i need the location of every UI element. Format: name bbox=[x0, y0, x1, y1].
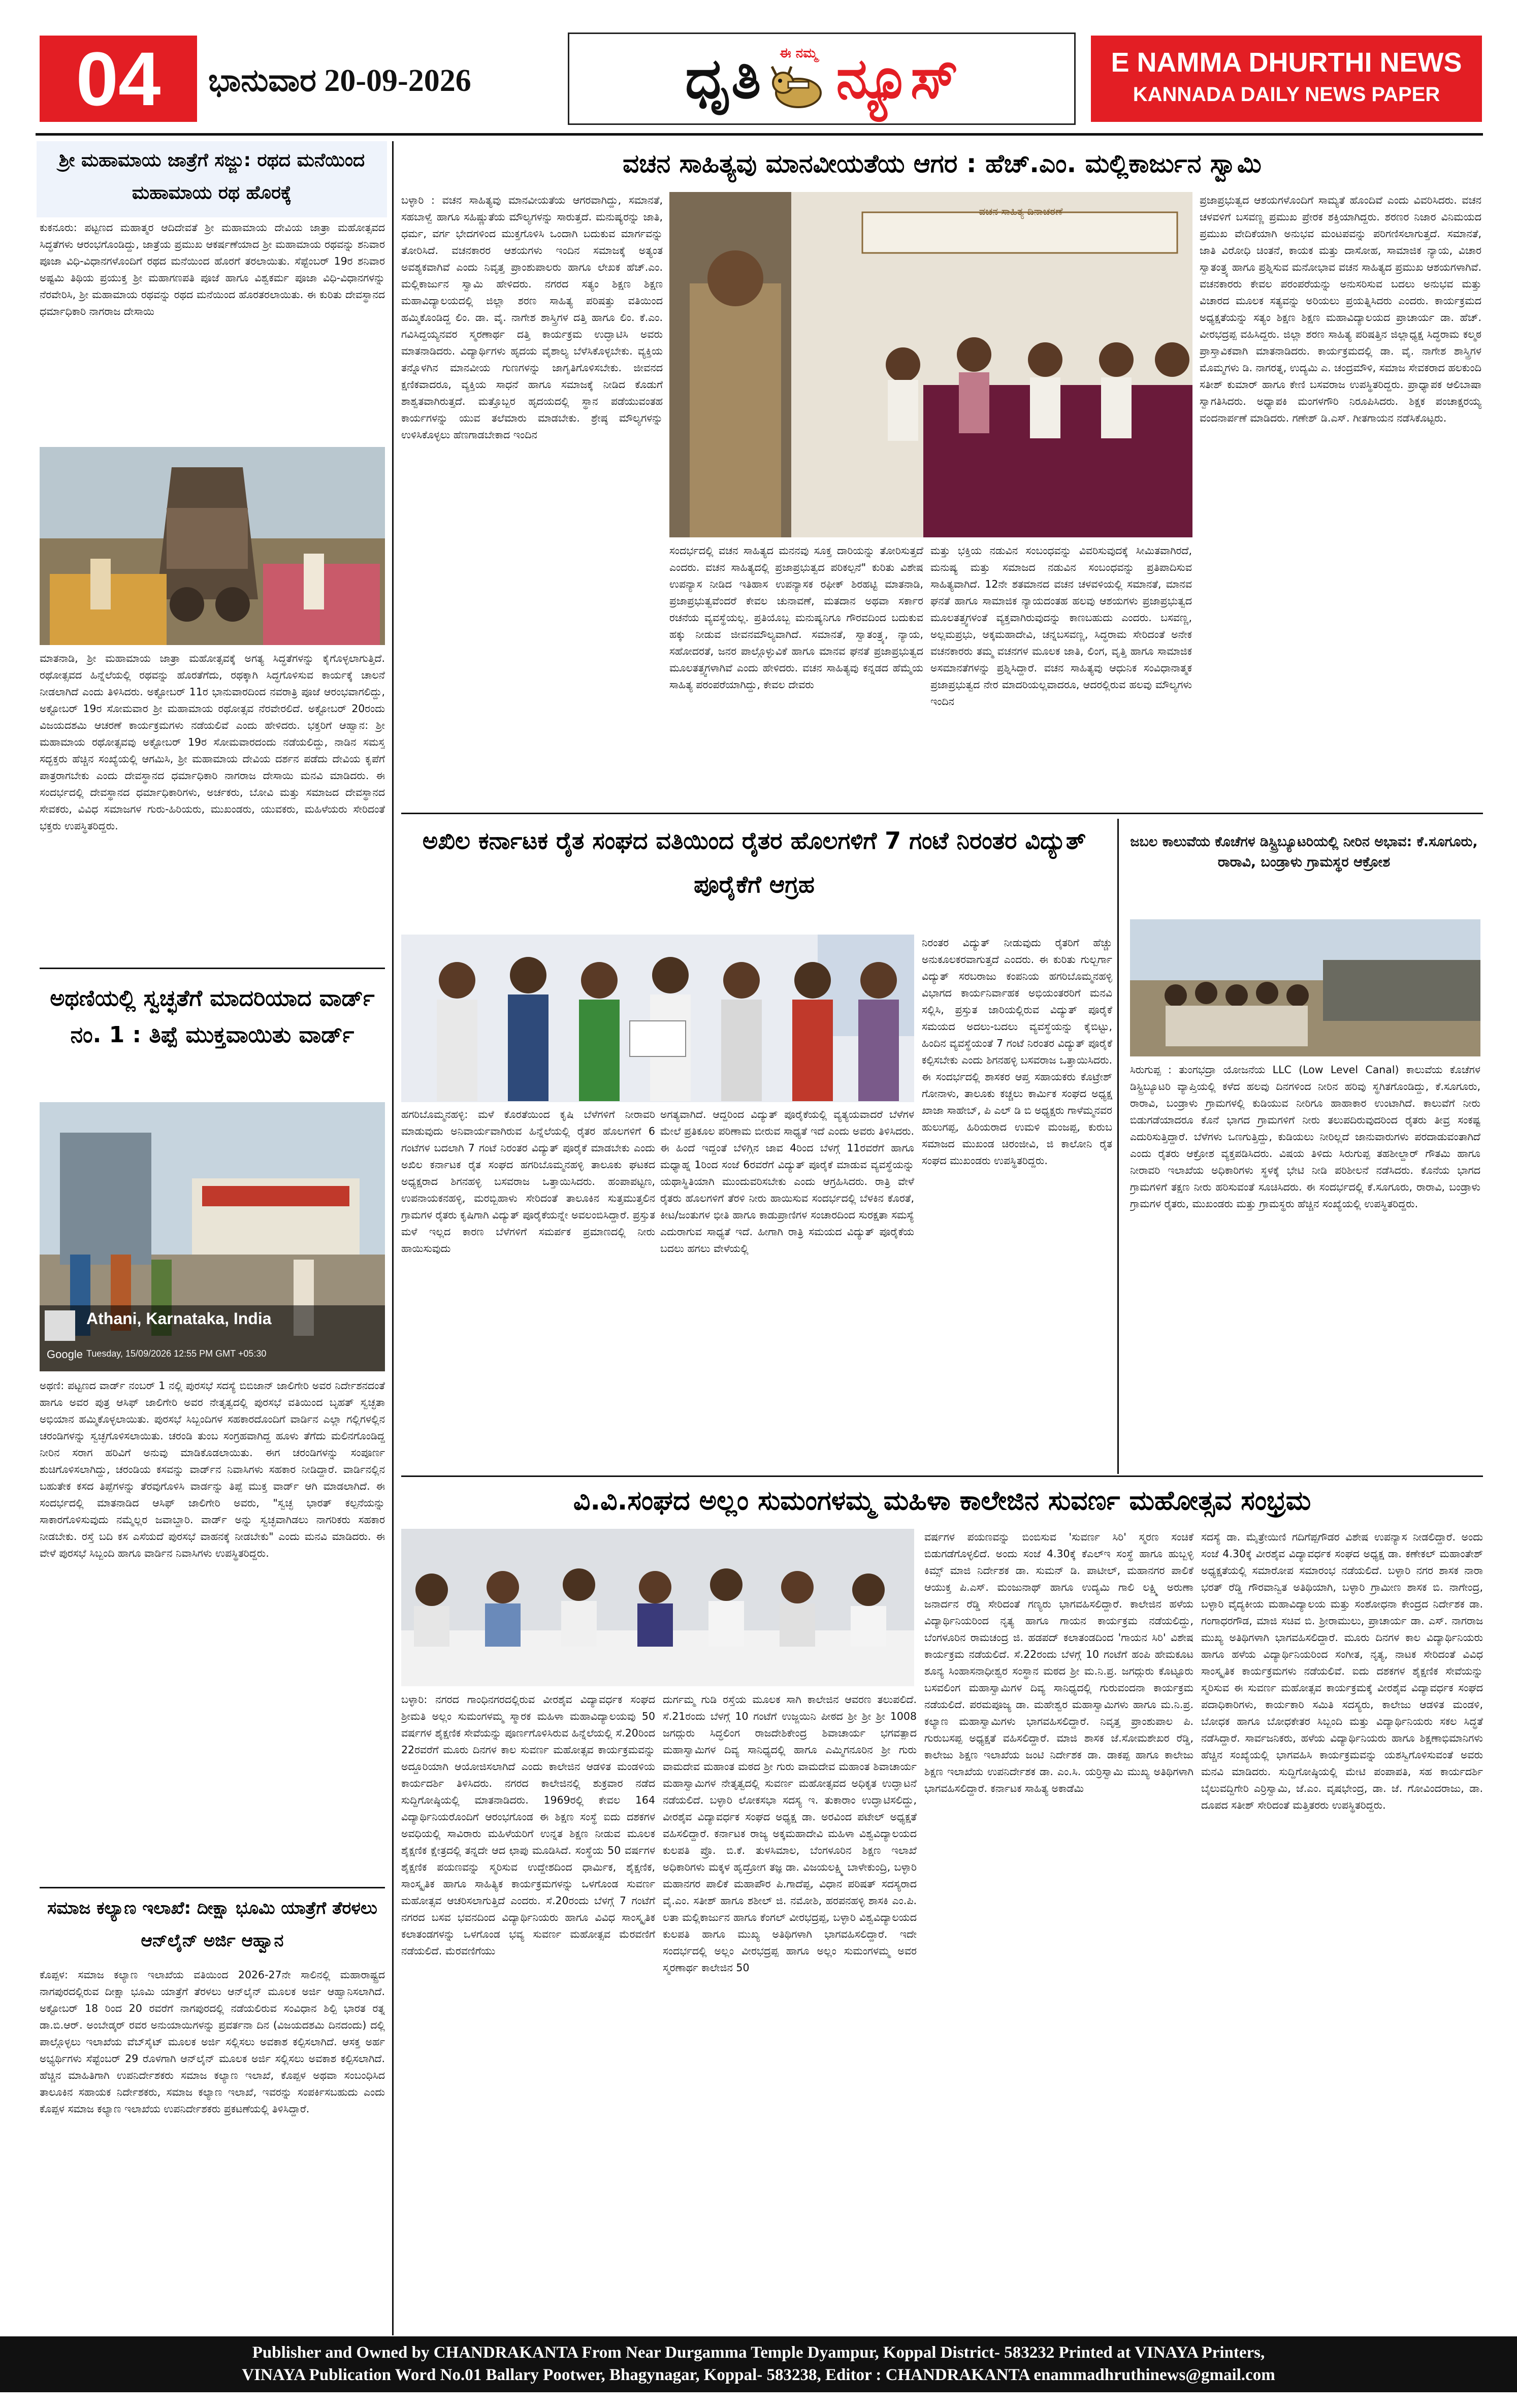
page-number: 04 bbox=[40, 36, 197, 122]
vachana-photo bbox=[669, 192, 1192, 537]
vachana-col2: ಸಂದರ್ಭದಲ್ಲಿ ವಚನ ಸಾಹಿತ್ಯದ ಮನನವು ಸೂಕ್ತ ದಾರಿಯನ್ನು ತೋರಿಸುತ್ತದೆ ಎಂದರು. ವಚನ ಸಾಹಿತ್ಯದಲ್ಲಿ ಪ್ರಜಾಪ್ರಭುತ್ವದ ಪರಿಕಲ್ಪನೆ" ಕುರಿತು ವಿಶೇಷ ಉಪನ್ಯಾಸ ನೀಡಿದ ಇತಿಹಾಸ ಉಪನ್ಯಾಸಕ ರಫೀಕ್ ಶಿರಹಟ್ಟಿ ಮಾತನಾಡಿ, ಪ್ರಜಾಪ್ರಭುತ್ವವೆಂದರೆ ಕೇವಲ ಚುನಾವಣೆ, ಮತದಾನ ಅಥವಾ ಸರ್ಕಾರ ರಚನೆಯ ವ್ಯವಸ್ಥೆಯಲ್ಲ. ಪ್ರತಿಯೊಬ್ಬ ಮನುಷ್ಯನಿಗೂ ಗೌರವದಿಂದ ಬದುಕುವ ಹಕ್ಕು ನೀಡುವ ಜೀವನಮೌಲ್ಯವಾಗಿದೆ. ಸಮಾನತೆ, ಸ್ವಾತಂತ್ರ್ಯ, ನ್ಯಾಯ, ಸಹೋದರತೆ, ಜನರ ಪಾಲ್ಗೊಳ್ಳುವಿಕೆ ಹಾಗೂ ಮಾನವ ಘನತೆ ಪ್ರಜಾಪ್ರಭುತ್ವದ ಮೂಲತತ್ತ್ವಗಳಾಗಿವೆ ಎಂದು ಹೇಳಿದರು. ವಚನ ಸಾಹಿತ್ಯವು ಕನ್ನಡದ ಹೆಮ್ಮೆಯ ಸಾಹಿತ್ಯ ಪರಂಪರೆಯಾಗಿದ್ದು, ಕೇವಲ ದೇವರು bbox=[669, 544, 923, 691]
raitha-col1: ಹಗರಿಬೊಮ್ಮನಹಳ್ಳಿ: ಮಳೆ ಕೊರತೆಯಿಂದ ಕೃಷಿ ಬೆಳೆಗಳಿಗೆ ನೀರಾವರಿ ಮಾಡುವುದು ಅನಿವಾರ್ಯವಾಗಿರುವ ಹಿನ್ನೆಲೆಯಲ್ಲಿ ರೈತರ ಹೊಲಗಳಿಗೆ 6 ಗಂಟೆಗಳ ಬದಲಾಗಿ 7 ಗಂಟೆ ನಿರಂತರ ವಿದ್ಯುತ್ ಪೂರೈಕೆ ಮಾಡಬೇಕು ಎಂದು ಅಖಿಲ ಕರ್ನಾಟಕ ರೈತ ಸಂಘದ ಹಗರಿಬೊಮ್ಮನಹಳ್ಳಿ ತಾಲೂಕು ಘಟಕದ ಅಧ್ಯಕ್ಷರಾದ ಶಿಗನಹಳ್ಳಿ ಬಸವರಾಜ ಒತ್ತಾಯಿಸಿದರು. ಹಂಪಾಪಟ್ಟಣ, ಉಪನಾಯಕನಹಳ್ಳಿ, ಮರಬ್ಬಿಹಾಳು ಸೇರಿದಂತೆ ತಾಲೂಕಿನ ಸುತ್ತಮುತ್ತಲಿನ ಗ್ರಾಮಗಳ ರೈತರು ಕೃಷಿಗಾಗಿ ವಿದ್ಯುತ್ ಪೂರೈಕೆಯನ್ನೇ ಅವಲಂಬಿಸಿದ್ದಾರೆ. ಪ್ರಸ್ತುತ ಮಳೆ ಇಲ್ಲದ ಕಾರಣ ಬೆಳೆಗಳಿಗೆ ಸಮರ್ಪಕ ಪ್ರಮಾಣದಲ್ಲಿ ನೀರು ಹಾಯಿಸುವುದು bbox=[401, 1108, 655, 1255]
rathotsava-photo bbox=[40, 447, 385, 645]
geotag-date: Tuesday, 15/09/2026 12:55 PM GMT +05:30 bbox=[86, 1349, 267, 1359]
logo-mascot bbox=[768, 46, 829, 112]
raitha-photo bbox=[401, 935, 914, 1102]
college-col3: ವರ್ಷಗಳ ಪಯಣವನ್ನು ಬಿಂಬಿಸುವ 'ಸುವರ್ಣ ಸಿರಿ' ಸ್ಮರಣ ಸಂಚಿಕೆ ಬಿಡುಗಡೆಗೊಳ್ಳಲಿದೆ. ಅಂದು ಸಂಜೆ 4.30ಕ್ಕೆ ಕೆಎಲ್‌ಇ ಸಂಸ್ಥೆ ಹಾಗೂ ಹುಬ್ಬಳ್ಳಿ ಕಿಮ್ಸ್ ಮಾಜಿ ನಿರ್ದೇಶಕ ಡಾ. ಸುಮನ್‌ ಡಿ. ಪಾಟೀಲ್, ಮಹಾನಗರ ಪಾಲಿಕೆ ಆಯುಕ್ತ ಪಿ.ಎಸ್. ಮಂಜುನಾಥ್ ಹಾಗೂ ಉದ್ಯಮಿ ಗಾಲಿ ಲಕ್ಷ್ಮಿ ಅರುಣಾ ಜನಾರ್ದನ ರೆಡ್ಡಿ ಸೇರಿದಂತೆ ಗಣ್ಯರು ಭಾಗವಹಿಸಲಿದ್ದಾರೆ. ಕಾಲೇಜಿನ ಹಳೆಯ ವಿದ್ಯಾರ್ಥಿನಿಯರಿಂದ ನೃತ್ಯ ಹಾಗೂ ಗಾಯನ ಕಾರ್ಯಕ್ರಮ ನಡೆಯಲಿದ್ದು, ಬೆಂಗಳೂರಿನ ರಾಮಚಂದ್ರ ಜಿ. ಹಡಪದ್ ಕಲಾತಂಡದಿಂದ 'ಗಾಯನ ಸಿರಿ' ವಿಶೇಷ ಕಾರ್ಯಕ್ರಮ ನಡೆಯಲಿದೆ. ಸೆ.22ರಂದು ಬೆಳಗ್ಗೆ 10 ಗಂಟೆಗೆ ಹಂಪಿ ಹೇಮಕೂಟ ಶೂನ್ಯ ಸಿಂಹಾಸನಾಧೀಶ್ವರ ಸಂಸ್ಥಾನ ಮಠದ ಶ್ರೀ ಮ.ನಿ.ಪ್ರ. ಜಗದ್ಗುರು ಕೊಟ್ಟೂರು ಬಸವಲಿಂಗ ಮಹಾಸ್ವಾಮಿಗಳ ದಿವ್ಯ ಸಾನಿಧ್ಯದಲ್ಲಿ ಗುರುವಂದನಾ ಕಾರ್ಯಕ್ರಮ ನಡೆಯಲಿದೆ. ಪರಮಪೂಜ್ಯ ಡಾ. ಮಹೇಶ್ವರ ಮಹಾಸ್ವಾಮಿಗಳು ಹಾಗೂ ಮ.ನಿ.ಪ್ರ. ಕಲ್ಯಾಣ ಮಹಾಸ್ವಾಮಿಗಳು ಭಾಗವಹಿಸಲಿದ್ದಾರೆ. ನಿವೃತ್ತ ಪ್ರಾಂಶುಪಾಲ ಪಿ. ಗುರುಬಸಪ್ಪ ಅಧ್ಯಕ್ಷತೆ ವಹಿಸಲಿದ್ದಾರೆ. ಮಾಜಿ ಶಾಸಕ ಜೆ.ಸೋಮಶೇಖರ ರೆಡ್ಡಿ, ಕಾಲೇಜು ಶಿಕ್ಷಣ ಇಲಾಖೆಯ ಜಂಟಿ ನಿರ್ದೇಶಕ ಡಾ. ಡಾಕಪ್ಪ ಹಾಗೂ ಕಾಲೇಜು ಶಿಕ್ಷಣ ಇಲಾಖೆಯ ಉಪನಿರ್ದೇಶಕ ಡಾ. ಎಂ.ಸಿ. ಯರ್ರಿಸ್ವಾಮಿ ಮುಖ್ಯ ಅತಿಥಿಗಳಾಗಿ ಭಾಗವಹಿಸಲಿದ್ದಾರೆ. ಕರ್ನಾಟಕ ಸಾಹಿತ್ಯ ಅಕಾಡೆಮಿ bbox=[924, 1531, 1193, 1794]
issue-date: ಭಾನುವಾರ 20-09-2026 bbox=[208, 63, 471, 98]
left-divider-2 bbox=[40, 1887, 385, 1888]
deeksha-headline: ಸಮಾಜ ಕಲ್ಯಾಣ ಇಲಾಖೆ: ದೀಕ್ಷಾ ಭೂಮಿ ಯಾತ್ರೆಗೆ ತೆರಳಲು ಆನ್‌ಲೈನ್ ಅರ್ಜಿ ಆಹ್ವಾನ bbox=[47, 1898, 377, 1951]
raitha-col3: ನಿರಂತರ ವಿದ್ಯುತ್ ನೀಡುವುದು ರೈತರಿಗೆ ಹೆಚ್ಚು ಅನುಕೂಲಕರವಾಗುತ್ತದೆ ಎಂದರು. ಈ ಕುರಿತು ಗುಲ್ಬರ್ಗಾ ವಿದ್ಯುತ್ ಸರಬರಾಜು ಕಂಪನಿಯ ಹಗರಿಬೊಮ್ಮನಹಳ್ಳಿ ವಿಭಾಗದ ಕಾರ್ಯನಿರ್ವಾಹಕ ಅಭಿಯಂತರರಿಗೆ ಮನವಿ ಸಲ್ಲಿಸಿ, ಪ್ರಸ್ತುತ ಜಾರಿಯಲ್ಲಿರುವ ವಿದ್ಯುತ್ ಪೂರೈಕೆ ಸಮಯದ ಅದಲು-ಬದಲು ವ್ಯವಸ್ಥೆಯನ್ನು ಕೈಬಿಟ್ಟು, ಹಿಂದಿನ ವ್ಯವಸ್ಥೆಯಂತೆ 7 ಗಂಟೆ ನಿರಂತರ ವಿದ್ಯುತ್ ಪೂರೈಕೆ ಕಲ್ಪಿಸಬೇಕು ಎಂದು ಶಿಗನಹಳ್ಳಿ ಬಸವರಾಜ ಒತ್ತಾಯಿಸಿದರು. ಈ ಸಂದರ್ಭದಲ್ಲಿ ಶಾಸಕರ ಆಪ್ತ ಸಹಾಯಕರು ಕೊಟ್ರೇಶ್ ಗೋನಾಳು, ತಾಲೂಕು ಕಚ್ಚಲು ಕಾರ್ಮಿಕ ಸಂಘದ ಅಧ್ಯಕ್ಷ ಖಾಜಾ ಸಾಹೇಬ್, ಪಿ ಎಲ್ ಡಿ ಬಿ ಅಧ್ಯಕ್ಷರು ಗಾಳೆಮ್ಮನವರ ಹುಲುಗಪ್ಪ, ಹಿರಿಯರಾದ ಉಮಳಿ ಮಂಜಪ್ಪ, ಕುರುಬ ಸಮಾಜದ ಮುಖಂಡ ಚಿರಂಜೀವಿ, ಜಿ ಕಾಲೋನಿ ರೈತ ಸಂಘದ ಮುಖಂಡರು ಉಪಸ್ಥಿತರಿದ್ದರು. bbox=[922, 937, 1112, 1167]
footer-line-1: Publisher and Owned by CHANDRAKANTA From Near Durgamma Temple Dyampur, Koppal District- 583232 Printed at VINAYA Printers, bbox=[252, 2343, 1265, 2362]
canal-body: ಸಿರುಗುಪ್ಪ : ತುಂಗಭದ್ರಾ ಯೋಜನೆಯ LLC (Low Level Canal) ಕಾಲುವೆಯ ಕೊಚೆಗಳ ಡಿಸ್ಟ್ರಿಬ್ಯೂಟರಿ ವ್ಯಾಪ್ತಿಯಲ್ಲಿ ಕಳೆದ ಹಲವು ದಿನಗಳಿಂದ ನೀರಿನ ಹರಿವು ಸ್ಥಗಿತಗೊಂಡಿದ್ದು, ಕೆ.ಸೂಗೂರು, ರಾರಾವಿ, ಬಂಡ್ರಾಳು ಗ್ರಾಮಗಳಲ್ಲಿ ಕುಡಿಯುವ ನೀರಿಗೂ ಹಾಹಾಕಾರ ಉಂಟಾಗಿದೆ. ಕಾಲುವೆಗೆ ನೀರು ಬಿಡುಗಡೆಯಾದರೂ ಕೊನೆ ಭಾಗದ ಗ್ರಾಮಗಳಿಗೆ ನೀರು ತಲುಪದಿರುವುದರಿಂದ ರೈತರು ತೀವ್ರ ಸಂಕಷ್ಟ ಎದುರಿಸುತ್ತಿದ್ದಾರೆ. ಬೆಳೆಗಳು ಒಣಗುತ್ತಿದ್ದು, ಕುಡಿಯಲು ನೀರಿಲ್ಲದೆ ಜಾನುವಾರುಗಳು ಪರದಾಡುವಂತಾಗಿದೆ ಎಂದು ರೈತರು ಆಕ್ರೋಶ ವ್ಯಕ್ತಪಡಿಸಿದರು. ವಿಷಯ ತಿಳಿದು ಸಿರುಗುಪ್ಪ ತಹಶೀಲ್ದಾರ್ ಗೌತಮಿ ಹಾಗೂ ನೀರಾವರಿ ಇಲಾಖೆಯ ಅಧಿಕಾರಿಗಳು ಸ್ಥಳಕ್ಕೆ ಭೇಟಿ ನೀಡಿ ಪರಿಶೀಲನೆ ನಡೆಸಿದರು. ಕೊನೆಯ ಭಾಗದ ಗ್ರಾಮಗಳಿಗೆ ತಕ್ಷಣ ನೀರು ಹರಿಸುವಂತೆ ಸೂಚಿಸಿದರು. ಈ ಸಂದರ್ಭದಲ್ಲಿ ಕೆ.ಸೂಗೂರು, ರಾರಾವಿ, ಬಂಡ್ರಾಳು ಗ್ರಾಮಗಳ ರೈತರು, ಮುಖಂಡರು ಮತ್ತು ಗ್ರಾಮಸ್ಥರು ಹೆಚ್ಚಿನ ಸಂಖ್ಯೆಯಲ್ಲಿ ಉಪಸ್ಥಿತರಿದ್ದರು. bbox=[1130, 1064, 1480, 1210]
rathotsava-headline: ಶ್ರೀ ಮಹಾಮಾಯ ಜಾತ್ರೆಗೆ ಸಜ್ಜು: ರಥದ ಮನೆಯಿಂದ ಮಹಾಮಾಯ ರಥ ಹೊರಕ್ಕೆ bbox=[37, 141, 387, 217]
masthead-right-block bbox=[1091, 36, 1482, 122]
athani-headline: ಅಥಣಿಯಲ್ಲಿ ಸ್ವಚ್ಛತೆಗೆ ಮಾದರಿಯಾದ ವಾರ್ಡ್ ನಂ. 1 : ತಿಪ್ಪೆ ಮುಕ್ತವಾಯಿತು ವಾರ್ಡ್ bbox=[50, 985, 375, 1048]
college-col1: ಬಳ್ಳಾರಿ: ನಗರದ ಗಾಂಧಿನಗರದಲ್ಲಿರುವ ವೀರಶೈವ ವಿದ್ಯಾವರ್ಧಕ ಸಂಘದ ಶ್ರೀಮತಿ ಅಲ್ಲಂ ಸುಮಂಗಳಮ್ಮ ಸ್ಮಾರಕ ಮಹಿಳಾ ಮಹಾವಿದ್ಯಾಲಯವು 50 ವರ್ಷಗಳ ಶೈಕ್ಷಣಿಕ ಸೇವೆಯನ್ನು ಪೂರ್ಣಗೊಳಿಸಿರುವ ಹಿನ್ನೆಲೆಯಲ್ಲಿ ಸೆ.20ರಿಂದ 22ರವರೆಗೆ ಮೂರು ದಿನಗಳ ಕಾಲ ಸುವರ್ಣ ಮಹೋತ್ಸವ ಕಾರ್ಯಕ್ರಮವನ್ನು ಅದ್ದೂರಿಯಾಗಿ ಆಯೋಜಿಸಲಾಗಿದೆ ಎಂದು ಕಾಲೇಜಿನ ಆಡಳಿತ ಮಂಡಳಿಯ ಕಾರ್ಯದರ್ಶಿ ತಿಳಿಸಿದರು. ನಗರದ ಕಾಲೇಜಿನಲ್ಲಿ ಶುಕ್ರವಾರ ನಡೆದ ಸುದ್ದಿಗೋಷ್ಠಿಯಲ್ಲಿ ಮಾತನಾಡಿದರು. 1969ರಲ್ಲಿ ಕೇವಲ 164 ವಿದ್ಯಾರ್ಥಿನಿಯರೊಂದಿಗೆ ಆರಂಭಗೊಂಡ ಈ ಶಿಕ್ಷಣ ಸಂಸ್ಥೆ ಐದು ದಶಕಗಳ ಅವಧಿಯಲ್ಲಿ ಸಾವಿರಾರು ಮಹಿಳೆಯರಿಗೆ ಉನ್ನತ ಶಿಕ್ಷಣ ನೀಡುವ ಮೂಲಕ ಶೈಕ್ಷಣಿಕ ಕ್ಷೇತ್ರದಲ್ಲಿ ತನ್ನದೇ ಆದ ಛಾಪು ಮೂಡಿಸಿದೆ. ಸಂಸ್ಥೆಯ 50 ವರ್ಷಗಳ ಶೈಕ್ಷಣಿಕ ಪಯಣವನ್ನು ಸ್ಮರಿಸುವ ಉದ್ದೇಶದಿಂದ ಧಾರ್ಮಿಕ, ಶೈಕ್ಷಣಿಕ, ಸಾಂಸ್ಕೃತಿಕ ಹಾಗೂ ಸಾಹಿತ್ಯಿಕ ಕಾರ್ಯಕ್ರಮಗಳನ್ನು ಒಳಗೊಂಡ ಸುವರ್ಣ ಮಹೋತ್ಸವ ಆಚರಿಸಲಾಗುತ್ತಿದೆ ಎಂದರು. ಸೆ.20ರಂದು ಬೆಳಗ್ಗೆ 7 ಗಂಟೆಗೆ ನಗರದ ಬಸವ ಭವನದಿಂದ ವಿದ್ಯಾರ್ಥಿನಿಯರು ಹಾಗೂ ವಿವಿಧ ಸಾಂಸ್ಕೃತಿಕ ಕಲಾತಂಡಗಳನ್ನು ಒಳಗೊಂಡ ಭವ್ಯ ಸುವರ್ಣ ಮಹೋತ್ಸವ ಮೆರವಣಿಗೆ ನಡೆಯಲಿದೆ. ಮೆರವಣಿಗೆಯು bbox=[401, 1693, 655, 1957]
middle-divider-2 bbox=[401, 1475, 1483, 1477]
college-photo bbox=[401, 1529, 914, 1686]
college-headline: ವಿ.ವಿ.ಸಂಘದ ಅಲ್ಲಂ ಸುಮಂಗಳಮ್ಮ ಮಹಿಳಾ ಕಾಲೇಜಿನ ಸುವರ್ಣ ಮಹೋತ್ಸವ ಸಂಭ್ರಮ bbox=[573, 1486, 1311, 1516]
canal-headline: ಜಬಲ ಕಾಲುವೆಯ ಕೊಚೆಗಳ ಡಿಸ್ಟ್ರಿಬ್ಯೂಟರಿಯಲ್ಲಿ ನೀರಿನ ಅಭಾವ: ಕೆ.ಸೂಗೂರು, ರಾರಾವಿ, ಬಂಡ್ರಾಳು ಗ್ರಾಮಸ್ಥರ ಆಕ್ರೋಶ bbox=[1130, 834, 1478, 870]
college-col2: ದುರ್ಗಮ್ಮ ಗುಡಿ ರಸ್ತೆಯ ಮೂಲಕ ಸಾಗಿ ಕಾಲೇಜಿನ ಆವರಣ ತಲುಪಲಿದೆ. ಸೆ.21ರಂದು ಬೆಳಗ್ಗೆ 10 ಗಂಟೆಗೆ ಉಜ್ಜಯಿನಿ ಪೀಠದ ಶ್ರೀ ಶ್ರೀ ಶ್ರೀ 1008 ಜಗದ್ಗುರು ಸಿದ್ಧಲಿಂಗ ರಾಜದೇಶಿಕೇಂದ್ರ ಶಿವಾಚಾರ್ಯ ಭಗವತ್ಪಾದ ಮಹಾಸ್ವಾಮಿಗಳ ದಿವ್ಯ ಸಾನಿಧ್ಯದಲ್ಲಿ ಹಾಗೂ ಎಮ್ಮಿಗನೂರಿನ ಶ್ರೀ ಗುರು ವಾಮದೇವ ಮಹಾಂತ ಮಠದ ಶ್ರೀ ಗುರು ವಾಮದೇವ ಮಹಾಂತ ಶಿವಾಚಾರ್ಯ ಮಹಾಸ್ವಾಮಿಗಳ ನೇತೃತ್ವದಲ್ಲಿ ಸುವರ್ಣ ಮಹೋತ್ಸವದ ಅಧಿಕೃತ ಉದ್ಘಾಟನೆ ನಡೆಯಲಿದೆ. ಬಳ್ಳಾರಿ ಲೋಕಸಭಾ ಸದಸ್ಯ ಇ. ತುಕಾರಾಂ ಉದ್ಘಾಟಿಸಲಿದ್ದು, ವೀರಶೈವ ವಿದ್ಯಾವರ್ಧಕ ಸಂಘದ ಅಧ್ಯಕ್ಷ ಡಾ. ಅರವಿಂದ ಪಟೇಲ್ ಅಧ್ಯಕ್ಷತೆ ವಹಿಸಲಿದ್ದಾರೆ. ಕರ್ನಾಟಕ ರಾಜ್ಯ ಅಕ್ಕಮಹಾದೇವಿ ಮಹಿಳಾ ವಿಶ್ವವಿದ್ಯಾಲಯದ ಕುಲಪತಿ ಪ್ರೊ. ಬಿ.ಕೆ. ತುಳಸಿಮಾಲ, ಬೆಂಗಳೂರಿನ ಶಿಕ್ಷಣ ಇಲಾಖೆ ಅಧಿಕಾರಿಗಳು ಮಕ್ಕಳ ಹೃದ್ರೋಗ ತಜ್ಞ ಡಾ. ವಿಜಯಲಕ್ಷ್ಮಿ ಬಾಳೇಕುಂದ್ರಿ, ಬಳ್ಳಾರಿ ಮಹಾನಗರ ಪಾಲಿಕೆ ಮಹಾಪೌರ ಪಿ.ಗಾದೆಪ್ಪ, ವಿಧಾನ ಪರಿಷತ್ ಸದಸ್ಯರಾದ ವೈ.ಎಂ. ಸತೀಶ್ ಹಾಗೂ ಶಶೀಲ್ ಜಿ. ನಮೋಶಿ, ಹರಪನಹಳ್ಳಿ ಶಾಸಕಿ ಎಂ.ಪಿ. ಲತಾ ಮಲ್ಲಿಕಾರ್ಜುನ ಹಾಗೂ ಕೆಂಗಲ್ ವೀರಭದ್ರಪ್ಪ, ಬಳ್ಳಾರಿ ವಿಶ್ವವಿದ್ಯಾಲಯದ ಕುಲಪತಿ ಹಾಗೂ ಮುಖ್ಯ ಅತಿಥಿಗಳಾಗಿ ಭಾಗವಹಿಸಲಿದ್ದಾರೆ. ಇದೇ ಸಂದರ್ಭದಲ್ಲಿ ಅಲ್ಲಂ ವೀರಭದ್ರಪ್ಪ ಹಾಗೂ ಅಲ್ಲಂ ಸುಮಂಗಳಮ್ಮ ಅವರ ಸ್ಮರಣಾರ್ಥ ಕಾಲೇಜಿನ 50 bbox=[663, 1693, 917, 1974]
deeksha-body: ಕೊಪ್ಪಳ: ಸಮಾಜ ಕಲ್ಯಾಣ ಇಲಾಖೆಯ ವತಿಯಿಂದ 2026-27ನೇ ಸಾಲಿನಲ್ಲಿ ಮಹಾರಾಷ್ಟ್ರದ ನಾಗಪುರದಲ್ಲಿರುವ ದೀಕ್ಷಾ ಭೂಮಿ ಯಾತ್ರೆಗೆ ತೆರಳಲು ಆನ್‌ಲೈನ್ ಮೂಲಕ ಅರ್ಜಿ ಆಹ್ವಾನಿಸಲಾಗಿದೆ. ಅಕ್ಟೋಬರ್ 18 ರಿಂದ 20 ರವರೆಗೆ ನಾಗಪುರದಲ್ಲಿ ನಡೆಯಲಿರುವ ಸಂವಿಧಾನ ಶಿಲ್ಪಿ ಭಾರತ ರತ್ನ ಡಾ.ಬಿ.ಆರ್. ಅಂಬೇಡ್ಕರ್ ರವರ ಅನುಯಾಯಿಗಳನ್ನು ಪ್ರವರ್ತನಾ ದಿನ (ವಿಜಯದಶಮಿ ದಿನದಂದು) ದಲ್ಲಿ ಪಾಲ್ಗೊಳ್ಳಲು ಇಲಾಖೆಯ ವೆಬ್‌ಸೈಟ್ ಮೂಲಕ ಅರ್ಜಿ ಸಲ್ಲಿಸಲು ಅವಕಾಶ ಕಲ್ಪಿಸಲಾಗಿದೆ. ಆಸಕ್ತ ಅರ್ಹ ಅಭ್ಯರ್ಥಿಗಳು ಸೆಪ್ಟೆಂಬರ್ 29 ರೊಳಗಾಗಿ ಆನ್‌ಲೈನ್ ಮೂಲಕ ಅರ್ಜಿ ಸಲ್ಲಿಸಲು ಅವಕಾಶ ಕಲ್ಪಿಸಲಾಗಿದೆ. ಹೆಚ್ಚಿನ ಮಾಹಿತಿಗಾಗಿ ಉಪನಿರ್ದೇಶಕರು ಸಮಾಜ ಕಲ್ಯಾಣ ಇಲಾಖೆ, ಕೊಪ್ಪಳ ಅಥವಾ ಸಂಬಂಧಿಸಿದ ತಾಲೂಕಿನ ಸಹಾಯಕ ನಿರ್ದೇಶಕರು, ಸಮಾಜ ಕಲ್ಯಾಣ ಇಲಾಖೆ, ಇವರನ್ನು ಸಂಪರ್ಕಿಸಬಹುದು ಎಂದು ಕೊಪ್ಪಳ ಸಮಾಜ ಕಲ್ಯಾಣ ಇಲಾಖೆಯ ಉಪನಿರ್ದೇಶಕರು ಪ್ರಕಟಣೆಯಲ್ಲಿ ತಿಳಿಸಿದ್ದಾರೆ. bbox=[40, 1969, 385, 2115]
middle-divider-1 bbox=[401, 813, 1483, 814]
left-divider-1 bbox=[40, 968, 385, 969]
vachana-headline: ವಚನ ಸಾಹಿತ್ಯವು ಮಾನವೀಯತೆಯ ಆಗರ : ಹೆಚ್.ಎಂ. ಮಲ್ಲಿಕಾರ್ಜುನ ಸ್ವಾಮಿ bbox=[623, 149, 1262, 178]
rathotsava-body-bottom: ಮಾತನಾಡಿ, ಶ್ರೀ ಮಹಾಮಾಯ ಜಾತ್ರಾ ಮಹೋತ್ಸವಕ್ಕೆ ಅಗತ್ಯ ಸಿದ್ಧತೆಗಳನ್ನು ಕೈಗೊಳ್ಳಲಾಗುತ್ತಿದೆ. ರಥೋತ್ಸವದ ಹಿನ್ನೆಲೆಯಲ್ಲಿ ರಥವನ್ನು ಹೊರತೆಗೆದು, ರಥಕ್ಕಾಗಿ ಸಿದ್ಧಗೊಳಿಸುವ ಕಾರ್ಯಕ್ಕೆ ಚಾಲನೆ ನೀಡಲಾಗಿದೆ ಎಂದು ತಿಳಿಸಿದರು. ಅಕ್ಟೋಬರ್ 11ರ ಭಾನುವಾರದಿಂದ ನವರಾತ್ರಿ ಪೂಜೆ ಆರಂಭವಾಗಲಿದ್ದು, ಅಕ್ಟೋಬರ್ 19ರ ಸೋಮವಾರ ಶ್ರೀ ಮಹಾಮಾಯ ರಥೋತ್ಸವ ನೆರವೇರಲಿದೆ. ಅಕ್ಟೋಬರ್ 20ರಂದು ವಿಜಯದಶಮಿ ಆಚರಣೆ ಕಾರ್ಯಕ್ರಮಗಳು ನಡೆಯಲಿವೆ ಎಂದು ಹೇಳಿದರು. ಭಕ್ತರಿಗೆ ಆಹ್ವಾನ: ಶ್ರೀ ಮಹಾಮಾಯ ರಥೋತ್ಸವವು ಅಕ್ಟೋಬರ್ 19ರ ಸೋಮವಾರದಂದು ನಡೆಯಲಿದ್ದು, ನಾಡಿನ ಸಮಸ್ತ ಸದ್ಭಕ್ತರು ಹೆಚ್ಚಿನ ಸಂಖ್ಯೆಯಲ್ಲಿ ಆಗಮಿಸಿ, ಶ್ರೀ ಮಹಾಮಾಯ ದೇವಿಯ ದರ್ಶನ ಪಡೆದು ದೇವಿಯ ಕೃಪೆಗೆ ಪಾತ್ರರಾಗಬೇಕು ಎಂದು ದೇವಸ್ಥಾನದ ಧರ್ಮಾಧಿಕಾರಿ ನಾಗರಾಜ ದೇಸಾಯಿ ಮನವಿ ಮಾಡಿದರು. ಈ ಸಂದರ್ಭದಲ್ಲಿ ದೇವಸ್ಥಾನದ ಧರ್ಮಾಧಿಕಾರಿಗಳು, ಅರ್ಚಕರು, ಬೋವಿ ಮತ್ತು ಸಮಾಜದ ದೇವಸ್ಥಾನದ ಸೇವಕರು, ವಿವಿಧ ಸಮಾಜಗಳ ಗುರು-ಹಿರಿಯರು, ಮುಖಂಡರು, ಯುವಕರು, ಮಹಿಳೆಯರು ಸೇರಿದಂತೆ ಭಕ್ತರು ಉಪಸ್ಥಿತರಿದ್ದರು. bbox=[40, 652, 385, 832]
mascot-icon bbox=[768, 61, 829, 112]
paper-name-en: E NAMMA DHURTHI NEWS bbox=[1111, 47, 1462, 78]
geotag-brand: Google bbox=[47, 1348, 83, 1361]
athani-body: ಅಥಣಿ: ಪಟ್ಟಣದ ವಾರ್ಡ್ ನಂಬರ್ 1 ನಲ್ಲಿ ಪುರಸಭೆ ಸದಸ್ಯೆ ಬಿಬಿಜಾನ್ ಜಾಲಿಗೇರಿ ಅವರ ನಿರ್ದೇಶನದಂತೆ ಹಾಗೂ ಅವರ ಪುತ್ರ ಆಸಿಫ್ ಜಾಲಿಗೇರಿ ಅವರ ನೇತೃತ್ವದಲ್ಲಿ ಪುರಸಭೆ ವತಿಯಿಂದ ಬೃಹತ್ ಸ್ವಚ್ಛತಾ ಅಭಿಯಾನ ಹಮ್ಮಿಕೊಳ್ಳಲಾಯಿತು. ಪುರಸಭೆ ಸಿಬ್ಬಂದಿಗಳ ಸಹಕಾರದೊಂದಿಗೆ ವಾರ್ಡಿನ ಎಲ್ಲಾ ಗಲ್ಲಿಗಳಲ್ಲಿನ ಚರಂಡಿಗಳನ್ನು ಸ್ವಚ್ಛಗೊಳಿಸಲಾಯಿತು. ಚರಂಡಿ ತುಂಬ ಸಂಗ್ರಹವಾಗಿದ್ದ ಹೂಳು ತೆಗೆದು ಮಲಿನಗೊಂಡಿದ್ದ ನೀರಿನ ಸರಾಗ ಹರಿವಿಗೆ ಅನುವು ಮಾಡಿಕೊಡಲಾಯಿತು. ಈಗ ಚರಂಡಿಗಳನ್ನು ಸಂಪೂರ್ಣ ಶುಚಿಗೊಳಿಸಲಾಗಿದ್ದು, ಚರಂಡಿಯ ಕಸವನ್ನು ವಾರ್ಡ್‌ನ ನಿವಾಸಿಗಳು ಸಹಕಾರ ನೀಡಿದ್ದಾರೆ. ವಾರ್ಡಿನಲ್ಲಿನ ಬಹುತೇಕ ಕಸದ ತಿಪ್ಪೆಗಳನ್ನು ತೆರವುಗೊಳಿಸಿ ವಾರ್ಡನ್ನು ತಿಪ್ಪೆ ಮುಕ್ತ ವಾರ್ಡ್ ಆಗಿ ಮಾಡಲಾಗಿದೆ. ಈ ಸಂದರ್ಭದಲ್ಲಿ ಮಾತನಾಡಿದ ಆಸಿಫ್ ಜಾಲಿಗೇರಿ ಅವರು, "ಸ್ವಚ್ಛ ಭಾರತ್ ಕಲ್ಪನೆಯನ್ನು ಸಾಕಾರಗೊಳಿಸುವುದು ನಮ್ಮೆಲ್ಲರ ಜವಾಬ್ದಾರಿ. ವಾರ್ಡ್ ಅನ್ನು ಸ್ವಚ್ಛವಾಗಿಡಲು ನಾಗರಿಕರು ಸಹಕಾರ ನೀಡಬೇಕು. ರಸ್ತೆ ಬದಿ ಕಸ ಎಸೆಯದೆ ಪುರಸಭೆ ವಾಹನಕ್ಕೆ ನೀಡಬೇಕು" ಎಂದು ಮನವಿ ಮಾಡಿದರು. ಈ ವೇಳೆ ಪುರಸಭೆ ಸಿಬ್ಬಂದಿ ಹಾಗೂ ವಾರ್ಡಿನ ನಿವಾಸಿಗಳು ಉಪಸ್ಥಿತರಿದ್ದರು. bbox=[40, 1379, 385, 1559]
raitha-col2: ಅಗತ್ಯವಾಗಿದೆ. ಆದ್ದರಿಂದ ವಿದ್ಯುತ್ ಪೂರೈಕೆಯಲ್ಲಿ ವ್ಯತ್ಯಯವಾದರೆ ಬೆಳೆಗಳ ಮೇಲೆ ಪ್ರತಿಕೂಲ ಪರಿಣಾಮ ಬೀರುವ ಸಾಧ್ಯತೆ ಇದೆ ಎಂದು ಅವರು ತಿಳಿಸಿದರು. ಈ ಹಿಂದೆ ಇದ್ದಂತೆ ಬೆಳಿಗ್ಗಿನ ಜಾವ 4ರಿಂದ ಬೆಳಗ್ಗೆ 11ರವರೆಗೆ ಹಾಗೂ ಮಧ್ಯಾಹ್ನ 1ರಿಂದ ಸಂಜೆ 6ರವರೆಗೆ ವಿದ್ಯುತ್ ಪೂರೈಕೆ ಮಾಡುವ ವ್ಯವಸ್ಥೆಯನ್ನು ಯಥಾಸ್ಥಿತಿಯಾಗಿ ಮುಂದುವರಿಸಬೇಕು ಎಂದು ಆಗ್ರಹಿಸಿದರು. ರಾತ್ರಿ ವೇಳೆ ರೈತರು ಹೊಲಗಳಿಗೆ ತೆರಳಿ ನೀರು ಹಾಯಿಸುವ ಸಂದರ್ಭದಲ್ಲಿ ಬೆಳಕಿನ ಕೊರತೆ, ಕೀಟ/ಜಂತುಗಳ ಭೀತಿ ಹಾಗೂ ಕಾಡುಪ್ರಾಣಿಗಳ ಸಂಚಾರದಿಂದ ಸುರಕ್ಷತಾ ಸಮಸ್ಯೆ ಎದುರಾಗುವ ಸಾಧ್ಯತೆ ಇದೆ. ಹೀಗಾಗಿ ರಾತ್ರಿ ಸಮಯದ ವಿದ್ಯುತ್ ಪೂರೈಕೆಯ ಬದಲು ಹಗಲು ವೇಳೆಯಲ್ಲಿ bbox=[660, 1108, 914, 1255]
masthead-divider bbox=[36, 133, 1483, 136]
map-thumbnail-icon bbox=[45, 1310, 75, 1341]
rathotsava-body-top: ಕುಕನೂರು: ಪಟ್ಟಣದ ಮಹಾತ್ಮರ ಆದಿದೇವತೆ ಶ್ರೀ ಮಹಾಮಾಯ ದೇವಿಯ ಜಾತ್ರಾ ಮಹೋತ್ಸವದ ಸಿದ್ಧತೆಗಳು ಆರಂಭಗೊಂಡಿದ್ದು, ಜಾತ್ರೆಯ ಪ್ರಮುಖ ಆಕರ್ಷಣೆಯಾದ ಶ್ರೀ ಮಹಾಮಾಯ ರಥವನ್ನು ಶನಿವಾರ ಪೂಜಾ ವಿಧಿ-ವಿಧಾನಗಳೊಂದಿಗೆ ರಥದ ಮನೆಯಿಂದ ಹೊರಗೆ ತರಲಾಯಿತು. ಸೆಪ್ಟೆಂಬರ್ 19ರ ಶನಿವಾರ ಅಷ್ಟಮಿ ತಿಥಿಯ ಪ್ರಯುಕ್ತ ಶ್ರೀ ಮಹಾಗಣಪತಿ ಪೂಜೆ ಹಾಗೂ ವಿಶ್ವಕರ್ಮ ಪೂಜಾ ವಿಧಿ-ವಿಧಾನಗಳನ್ನು ನೆರವೇರಿಸಿ, ಶ್ರೀ ಮಹಾಮಾಯ ರಥವನ್ನು ರಥದ ಮನೆಯಿಂದ ಹೊರತರಲಾಯಿತು. ಈ ಕುರಿತು ದೇವಸ್ಥಾನದ ಧರ್ಮಾಧಿಕಾರಿ ನಾಗರಾಜ ದೇಸಾಯಿ bbox=[40, 221, 385, 317]
athani-geotag bbox=[86, 1309, 381, 1370]
column-separator bbox=[392, 141, 394, 2335]
canal-photo bbox=[1130, 919, 1480, 1056]
college-col4: ಸದಸ್ಯೆ ಡಾ. ಮೈತ್ರೇಯಿಣಿ ಗದಿಗೆಪ್ಪಗೌಡರ ವಿಶೇಷ ಉಪನ್ಯಾಸ ನೀಡಲಿದ್ದಾರೆ. ಅಂದು ಸಂಜೆ 4.30ಕ್ಕೆ ವೀರಶೈವ ವಿದ್ಯಾವರ್ಧಕ ಸಂಘದ ಅಧ್ಯಕ್ಷ ಡಾ. ಕಣೇಕಲ್ ಮಹಾಂತೇಶ್ ಅಧ್ಯಕ್ಷತೆಯಲ್ಲಿ ಸಮಾರೋಪ ಸಮಾರಂಭ ನಡೆಯಲಿದೆ. ಬಳ್ಳಾರಿ ನಗರ ಶಾಸಕ ನಾರಾ ಭರತ್ ರೆಡ್ಡಿ ಗೌರವಾನ್ವಿತ ಅತಿಥಿಯಾಗಿ, ಬಳ್ಳಾರಿ ಗ್ರಾಮೀಣ ಶಾಸಕ ಬಿ. ನಾಗೇಂದ್ರ, ಬಳ್ಳಾರಿ ವೈದ್ಯಕೀಯ ಮಹಾವಿದ್ಯಾಲಯ ಮತ್ತು ಸಂಶೋಧನಾ ಕೇಂದ್ರದ ನಿರ್ದೇಶಕ ಡಾ. ಗಂಗಾಧರಗೌಡ, ಮಾಜಿ ಸಚಿವ ಬಿ. ಶ್ರೀರಾಮುಲು, ಪ್ರಾಚಾರ್ಯ ಡಾ. ಎಸ್. ನಾಗರಾಜ ಮುಖ್ಯ ಅತಿಥಿಗಳಾಗಿ ಭಾಗವಹಿಸಲಿದ್ದಾರೆ. ಮೂರು ದಿನಗಳ ಕಾಲ ವಿದ್ಯಾರ್ಥಿನಿಯರು ಹಾಗೂ ಹಳೆಯ ವಿದ್ಯಾರ್ಥಿನಿಯರಿಂದ ಸಂಗೀತ, ನೃತ್ಯ, ನಾಟಕ ಸೇರಿದಂತೆ ವಿವಿಧ ಸಾಂಸ್ಕೃತಿಕ ಕಾರ್ಯಕ್ರಮಗಳು ನಡೆಯಲಿವೆ. ಐದು ದಶಕಗಳ ಶೈಕ್ಷಣಿಕ ಸೇವೆಯನ್ನು ಸ್ಮರಿಸುವ ಈ ಸುವರ್ಣ ಮಹೋತ್ಸವ ಕಾರ್ಯಕ್ರಮಕ್ಕೆ ವೀರಶೈವ ವಿದ್ಯಾವರ್ಧಕ ಸಂಘದ ಪದಾಧಿಕಾರಿಗಳು, ಕಾರ್ಯಕಾರಿ ಸಮಿತಿ ಸದಸ್ಯರು, ಕಾಲೇಜು ಆಡಳಿತ ಮಂಡಳಿ, ಬೋಧಕ ಹಾಗೂ ಬೋಧಕೇತರ ಸಿಬ್ಬಂದಿ ಮತ್ತು ವಿದ್ಯಾರ್ಥಿನಿಯರು ಸಕಲ ಸಿದ್ಧತೆ ನಡೆಸಿದ್ದಾರೆ. ಸಾರ್ವಜನಿಕರು, ಹಳೆಯ ವಿದ್ಯಾರ್ಥಿನಿಯರು ಹಾಗೂ ಶಿಕ್ಷಣಾಭಿಮಾನಿಗಳು ಹೆಚ್ಚಿನ ಸಂಖ್ಯೆಯಲ್ಲಿ ಭಾಗವಹಿಸಿ ಕಾರ್ಯಕ್ರಮವನ್ನು ಯಶಸ್ವಿಗೊಳಿಸುವಂತೆ ಅವರು ಮನವಿ ಮಾಡಿದರು. ಸುದ್ದಿಗೋಷ್ಠಿಯಲ್ಲಿ ಮೇಟಿ ಪಂಪಾಪತಿ, ಸಹ ಕಾರ್ಯದರ್ಶಿ ಬೈಲುವದ್ದಿಗೇರಿ ಎರ್ರಿಸ್ವಾಮಿ, ಜೆ.ಎಂ. ವೃಷಭೇಂದ್ರ, ಡಾ. ಜೆ. ಗೋವಿಂದರಾಜು, ಡಾ. ದೂಪದ ಸತೀಶ್ ಸೇರಿದಂತೆ ಮತ್ತಿತರರು ಉಪಸ್ಥಿತರಿದ್ದರು. bbox=[1201, 1531, 1483, 1811]
geotag-location: Athani, Karnataka, India bbox=[86, 1309, 272, 1328]
newspaper-logo bbox=[568, 33, 1076, 125]
vachana-col4: ಪ್ರಜಾಪ್ರಭುತ್ವದ ಆಶಯಗಳೊಂದಿಗೆ ಸಾಮ್ಯತೆ ಹೊಂದಿವೆ ಎಂದು ವಿವರಿಸಿದರು. ವಚನ ಚಳವಳಿಗೆ ಬಸವಣ್ಣ ಪ್ರಮುಖ ಪ್ರೇರಕ ಶಕ್ತಿಯಾಗಿದ್ದರು. ಶರಣರ ನಿಜಾರ ವಿನಿಮಯದ ಪ್ರಮುಖ ವೇದಿಕೆಯಾಗಿ ಅನುಭವ ಮಂಟಪವನ್ನು ಪರಿಗಣಿಸಲಾಗುತ್ತದೆ. ಸಮಾನತೆ, ಜಾತಿ ವಿರೋಧಿ ಚಿಂತನೆ, ಕಾಯಕ ಮತ್ತು ದಾಸೋಹ, ಸಾಮಾಜಿಕ ನ್ಯಾಯ, ವಿಚಾರ ಸ್ವಾತಂತ್ರ್ಯ ಹಾಗೂ ಪ್ರಶ್ನಿಸುವ ಮನೋಭಾವ ವಚನ ಸಾಹಿತ್ಯದ ಪ್ರಮುಖ ಆಶಯಗಳಾಗಿವೆ. ವಚನಕಾರರು ಕೇವಲ ಪರಂಪರೆಯನ್ನು ಅನುಸರಿಸುವ ಬದಲು ಅನುಭವ ಮತ್ತು ವಿಚಾರದ ಮೂಲಕ ಸತ್ಯವನ್ನು ಅರಿಯಲು ಪ್ರಯತ್ನಿಸಿದರು ಎಂದರು. ಕಾರ್ಯಕ್ರಮದ ಅಧ್ಯಕ್ಷತೆಯನ್ನು ಸತ್ಯಂ ಶಿಕ್ಷಣ ಶಿಕ್ಷಣ ಮಹಾವಿದ್ಯಾಲಯದ ಪ್ರಾಚಾರ್ಯ ಡಾ. ಹೆಚ್. ವೀರಭದ್ರಪ್ಪ ವಹಿಸಿದ್ದರು. ಜಿಲ್ಲಾ ಶರಣ ಸಾಹಿತ್ಯ ಪರಿಷತ್ತಿನ ಜಿಲ್ಲಾಧ್ಯಕ್ಷ ಸಿದ್ಧರಾಮ ಕಲ್ಮಠ ಪ್ರಾಸ್ತಾವಿಕವಾಗಿ ಮಾತನಾಡಿದರು. ಕಾರ್ಯಕ್ರಮದಲ್ಲಿ ಡಾ. ವೈ. ನಾಗೇಶ ಶಾಸ್ತ್ರಿಗಳ ಮೊಮ್ಮಗಳು ಡಿ. ನಾಗರತ್ನ, ಉದ್ಯಮಿ ಎ. ಚಂದ್ರಮೌಳಿ, ಸಮಾಜ ಸೇವಕರಾದ ಹಲಕುಂದಿ ಸತೀಶ್ ಕುಮಾರ್ ಹಾಗೂ ಕೇಣಿ ಬಸವರಾಜ ಉಪಸ್ಥಿತರಿದ್ದರು. ಪ್ರಾಧ್ಯಾಪಕ ಆಲಿಬಾಷಾ ಸ್ವಾಗತಿಸಿದರು. ಅಧ್ಯಾಪಕಿ ಮಂಗಳಗೌರಿ ನಿರೂಪಿಸಿದರು. ಶಿಕ್ಷಕ ಪಂಚಾಕ್ಷರಯ್ಯ ವಂದನಾರ್ಪಣೆ ಮಾಡಿದರು. ಗಣೇಶ್ ಡಿ.ಎಸ್. ಗೀತಗಾಯನ ನಡೆಸಿಕೊಟ್ಟರು. bbox=[1200, 194, 1481, 424]
vachana-banner: ವಚನ ಸಾಹಿತ್ಯ ದಿನಾಚರಣೆ bbox=[979, 205, 1063, 217]
footer-imprint bbox=[0, 2336, 1517, 2392]
vachana-col1: ಬಳ್ಳಾರಿ : ವಚನ ಸಾಹಿತ್ಯವು ಮಾನವೀಯತೆಯ ಆಗರವಾಗಿದ್ದು, ಸಮಾನತೆ, ಸಹಬಾಳ್ವೆ ಹಾಗೂ ಸಹಿಷ್ಣುತೆಯ ಮೌಲ್ಯಗಳನ್ನು ಸಾರುತ್ತದೆ. ಮನುಷ್ಯರನ್ನು ಜಾತಿ, ಧರ್ಮ, ವರ್ಗ ಭೇದಗಳಿಂದ ಮುಕ್ತಗೊಳಿಸಿ ಒಂದಾಗಿ ಬದುಕುವ ಮಾರ್ಗವನ್ನು ತೋರಿಸಿದೆ. ವಚನಕಾರರ ಆಶಯಗಳು ಇಂದಿನ ಸಮಾಜಕ್ಕೆ ಅತ್ಯಂತ ಅವಶ್ಯಕವಾಗಿವೆ ಎಂದು ನಿವೃತ್ತ ಪ್ರಾಂಶುಪಾಲರು ಹಾಗೂ ಲೇಖಕ ಹೆಚ್.ಎಂ. ಮಲ್ಲಿಕಾರ್ಜುನ ಸ್ವಾಮಿ ಹೇಳಿದರು. ನಗರದ ಸತ್ಯಂ ಶಿಕ್ಷಣ ಶಿಕ್ಷಣ ಮಹಾವಿದ್ಯಾಲಯದಲ್ಲಿ ಜಿಲ್ಲಾ ಶರಣ ಸಾಹಿತ್ಯ ಪರಿಷತ್ತು ವತಿಯಿಂದ ಹಮ್ಮಿಕೊಂಡಿದ್ದ ಲಿಂ. ಡಾ. ವೈ. ನಾಗೇಶ ಶಾಸ್ತ್ರಿಗಳ ದತ್ತಿ ಹಾಗೂ ಲಿಂ. ಕೆ.ಎಂ. ಗವಿಸಿದ್ದಯ್ಯನವರ ಸ್ಮರಣಾರ್ಥ ದತ್ತಿ ಕಾರ್ಯಕ್ರಮ ಉದ್ಘಾಟಿಸಿ ಅವರು ಮಾತನಾಡಿದರು. ವಿದ್ಯಾರ್ಥಿಗಳು ಹೃದಯ ವೈಶಾಲ್ಯ ಬೆಳೆಸಿಕೊಳ್ಳಬೇಕು. ವ್ಯಕ್ತಿಯ ತನ್ನೊಳಗಿನ ಮಾನವೀಯ ಗುಣಗಳನ್ನು ಜಾಗೃತಿಗೊಳಿಸಬೇಕು. ಜೀವನದ ಕ್ಷಣಿಕವಾದರೂ, ವ್ಯಕ್ತಿಯ ಸಾಧನೆ ಹಾಗೂ ಸಮಾಜಕ್ಕೆ ನೀಡಿದ ಕೊಡುಗೆ ಶಾಶ್ವತವಾಗಿರುತ್ತದೆ. ಮತ್ತೊಬ್ಬರ ಹೃದಯದಲ್ಲಿ ಸ್ಥಾನ ಪಡೆಯುವಂತಹ ಕಾರ್ಯಗಳನ್ನು ಯುವ ತಲೆಮಾರು ಮಾಡಬೇಕು. ಶ್ರೇಷ್ಠ ಮೌಲ್ಯಗಳನ್ನು ಉಳಿಸಿಕೊಳ್ಳಲು ಹೆಣಗಾಡಬೇಕಾದ ಇಂದಿನ bbox=[401, 194, 663, 441]
footer-line-2: VINAYA Publication Word No.01 Ballary Pootwer, Bhagynagar, Koppal- 583238, Editor : CHANDRAKANTA enammadhruthinews@gmail.com bbox=[242, 2366, 1275, 2384]
logo-left-text: ಧೃತಿ bbox=[685, 46, 761, 111]
raitha-side-separator bbox=[1117, 819, 1119, 1474]
vachana-col3: ಮತ್ತು ಭಕ್ತಿಯ ನಡುವಿನ ಸಂಬಂಧವನ್ನು ವಿವರಿಸುವುದಕ್ಕೆ ಸೀಮಿತವಾಗಿರದೆ, ಮನುಷ್ಯ ಮತ್ತು ಸಮಾಜದ ನಡುವಿನ ಸಂಬಂಧವನ್ನು ಪ್ರತಿಪಾದಿಸುವ ಸಾಹಿತ್ಯವಾಗಿದೆ. 12ನೇ ಶತಮಾನದ ವಚನ ಚಳವಳಿಯಲ್ಲಿ ಸಮಾನತೆ, ಮಾನವ ಘನತೆ ಹಾಗೂ ಸಾಮಾಜಿಕ ನ್ಯಾಯದಂತಹ ಹಲವು ಆಶಯಗಳು ಪ್ರಜಾಪ್ರಭುತ್ವದ ಮೂಲತತ್ತ್ವಗಳಂತೆ ವ್ಯಕ್ತವಾಗಿರುವುದನ್ನು ಕಾಣಬಹುದು ಎಂದರು. ಬಸವಣ್ಣ, ಅಲ್ಲಮಪ್ರಭು, ಅಕ್ಕಮಹಾದೇವಿ, ಚನ್ನಬಸವಣ್ಣ, ಸಿದ್ಧರಾಮ ಸೇರಿದಂತೆ ಅನೇಕ ವಚನಕಾರರು ತಮ್ಮ ವಚನಗಳ ಮೂಲಕ ಜಾತಿ, ಲಿಂಗ, ವೃತ್ತಿ ಹಾಗೂ ಸಾಮಾಜಿಕ ಅಸಮಾನತೆಗಳನ್ನು ಪ್ರಶ್ನಿಸಿದ್ದಾರೆ. ವಚನ ಸಾಹಿತ್ಯವು ಆಧುನಿಕ ಸಂವಿಧಾನಾತ್ಮಕ ಪ್ರಜಾಪ್ರಭುತ್ವದ ನೇರ ಮಾದರಿಯಲ್ಲವಾದರೂ, ಆದರಲ್ಲಿರುವ ಹಲವು ಮೌಲ್ಯಗಳು ಇಂದಿನ bbox=[930, 544, 1192, 708]
logo-right-text: ನ್ಯೂಸ್ bbox=[836, 46, 958, 111]
logo-tag: ಈ ನಮ್ಮ bbox=[780, 45, 818, 61]
paper-tagline-en: KANNADA DAILY NEWS PAPER bbox=[1133, 83, 1440, 106]
raitha-headline: ಅಖಿಲ ಕರ್ನಾಟಕ ರೈತ ಸಂಘದ ವತಿಯಿಂದ ರೈತರ ಹೊಲಗಳಿಗೆ 7 ಗಂಟೆ ನಿರಂತರ ವಿದ್ಯುತ್ ಪೂರೈಕೆಗೆ ಆಗ್ರಹ bbox=[422, 827, 1086, 898]
